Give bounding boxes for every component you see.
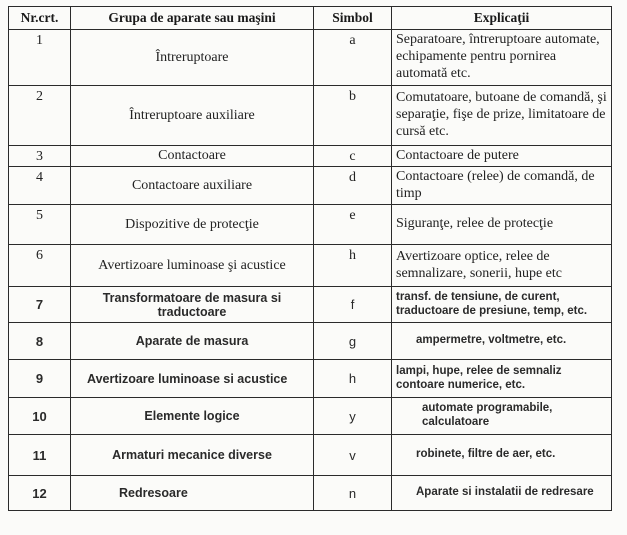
cell-explanation: Comutatoare, butoane de comandă, şi separaţie, fişe de prize, limitatoare de cursă etc. — [392, 86, 612, 146]
table-row — [9, 86, 612, 146]
cell-explanation: Contactoare de putere — [392, 146, 612, 167]
cell-symbol: d — [314, 167, 392, 205]
cell-symbol: a — [314, 30, 392, 86]
table-header-row — [9, 7, 612, 30]
cell-symbol: n — [314, 476, 392, 511]
header-group: Grupa de aparate sau maşini — [71, 7, 314, 30]
cell-nr: 11 — [9, 435, 71, 476]
cell-nr: 4 — [9, 167, 71, 205]
table-row — [9, 167, 612, 205]
equipment-symbols-table — [8, 6, 612, 511]
cell-nr: 10 — [9, 398, 71, 435]
table-row — [9, 398, 612, 435]
cell-explanation: lampi, hupe, relee de semnaliz contoare numerice, etc. — [392, 360, 612, 398]
cell-nr: 1 — [9, 30, 71, 86]
cell-explanation: robinete, filtre de aer, etc. — [392, 435, 612, 476]
cell-nr: 2 — [9, 86, 71, 146]
header-explanation: Explicaţii — [392, 7, 612, 30]
cell-symbol: e — [314, 205, 392, 245]
cell-nr: 3 — [9, 146, 71, 167]
cell-symbol: f — [314, 287, 392, 323]
cell-group: Dispozitive de protecţie — [71, 205, 314, 245]
cell-nr: 12 — [9, 476, 71, 511]
table-row — [9, 435, 612, 476]
cell-group: Redresoare — [71, 476, 314, 511]
cell-explanation: transf. de tensiune, de curent, traductoare de presiune, temp, etc. — [392, 287, 612, 323]
cell-symbol: y — [314, 398, 392, 435]
cell-nr: 7 — [9, 287, 71, 323]
cell-symbol: g — [314, 323, 392, 360]
table-row — [9, 287, 612, 323]
cell-group: Aparate de masura — [71, 323, 314, 360]
table-row — [9, 146, 612, 167]
cell-symbol: b — [314, 86, 392, 146]
cell-explanation: Contactoare (relee) de comandă, de timp — [392, 167, 612, 205]
table-row — [9, 205, 612, 245]
cell-explanation: Avertizoare optice, relee de semnalizare, sonerii, hupe etc — [392, 245, 612, 287]
cell-group: Contactoare auxiliare — [71, 167, 314, 205]
table-row — [9, 360, 612, 398]
cell-nr: 8 — [9, 323, 71, 360]
cell-group: Întreruptoare auxiliare — [71, 86, 314, 146]
header-nr: Nr.crt. — [9, 7, 71, 30]
cell-group: Avertizoare luminoase si acustice — [71, 360, 314, 398]
header-symbol: Simbol — [314, 7, 392, 30]
cell-nr: 6 — [9, 245, 71, 287]
cell-symbol: h — [314, 360, 392, 398]
cell-group: Întreruptoare — [71, 30, 314, 86]
cell-explanation: Aparate si instalatii de redresare — [392, 476, 612, 511]
cell-group: Elemente logice — [71, 398, 314, 435]
cell-explanation: Separatoare, întreruptoare automate, echipamente pentru pornirea automată etc. — [392, 30, 612, 86]
cell-group: Contactoare — [71, 146, 314, 167]
cell-group: Transformatoare de masura si traductoare — [71, 287, 314, 323]
cell-explanation: Siguranţe, relee de protecţie — [392, 205, 612, 245]
cell-nr: 5 — [9, 205, 71, 245]
cell-nr: 9 — [9, 360, 71, 398]
cell-group: Avertizoare luminoase şi acustice — [71, 245, 314, 287]
table-row — [9, 30, 612, 86]
cell-symbol: c — [314, 146, 392, 167]
cell-group: Armaturi mecanice diverse — [71, 435, 314, 476]
cell-symbol: v — [314, 435, 392, 476]
table-row — [9, 476, 612, 511]
cell-explanation: ampermetre, voltmetre, etc. — [392, 323, 612, 360]
cell-explanation: automate programabile, calculatoare — [392, 398, 612, 435]
table-row — [9, 323, 612, 360]
cell-symbol: h — [314, 245, 392, 287]
table-row — [9, 245, 612, 287]
